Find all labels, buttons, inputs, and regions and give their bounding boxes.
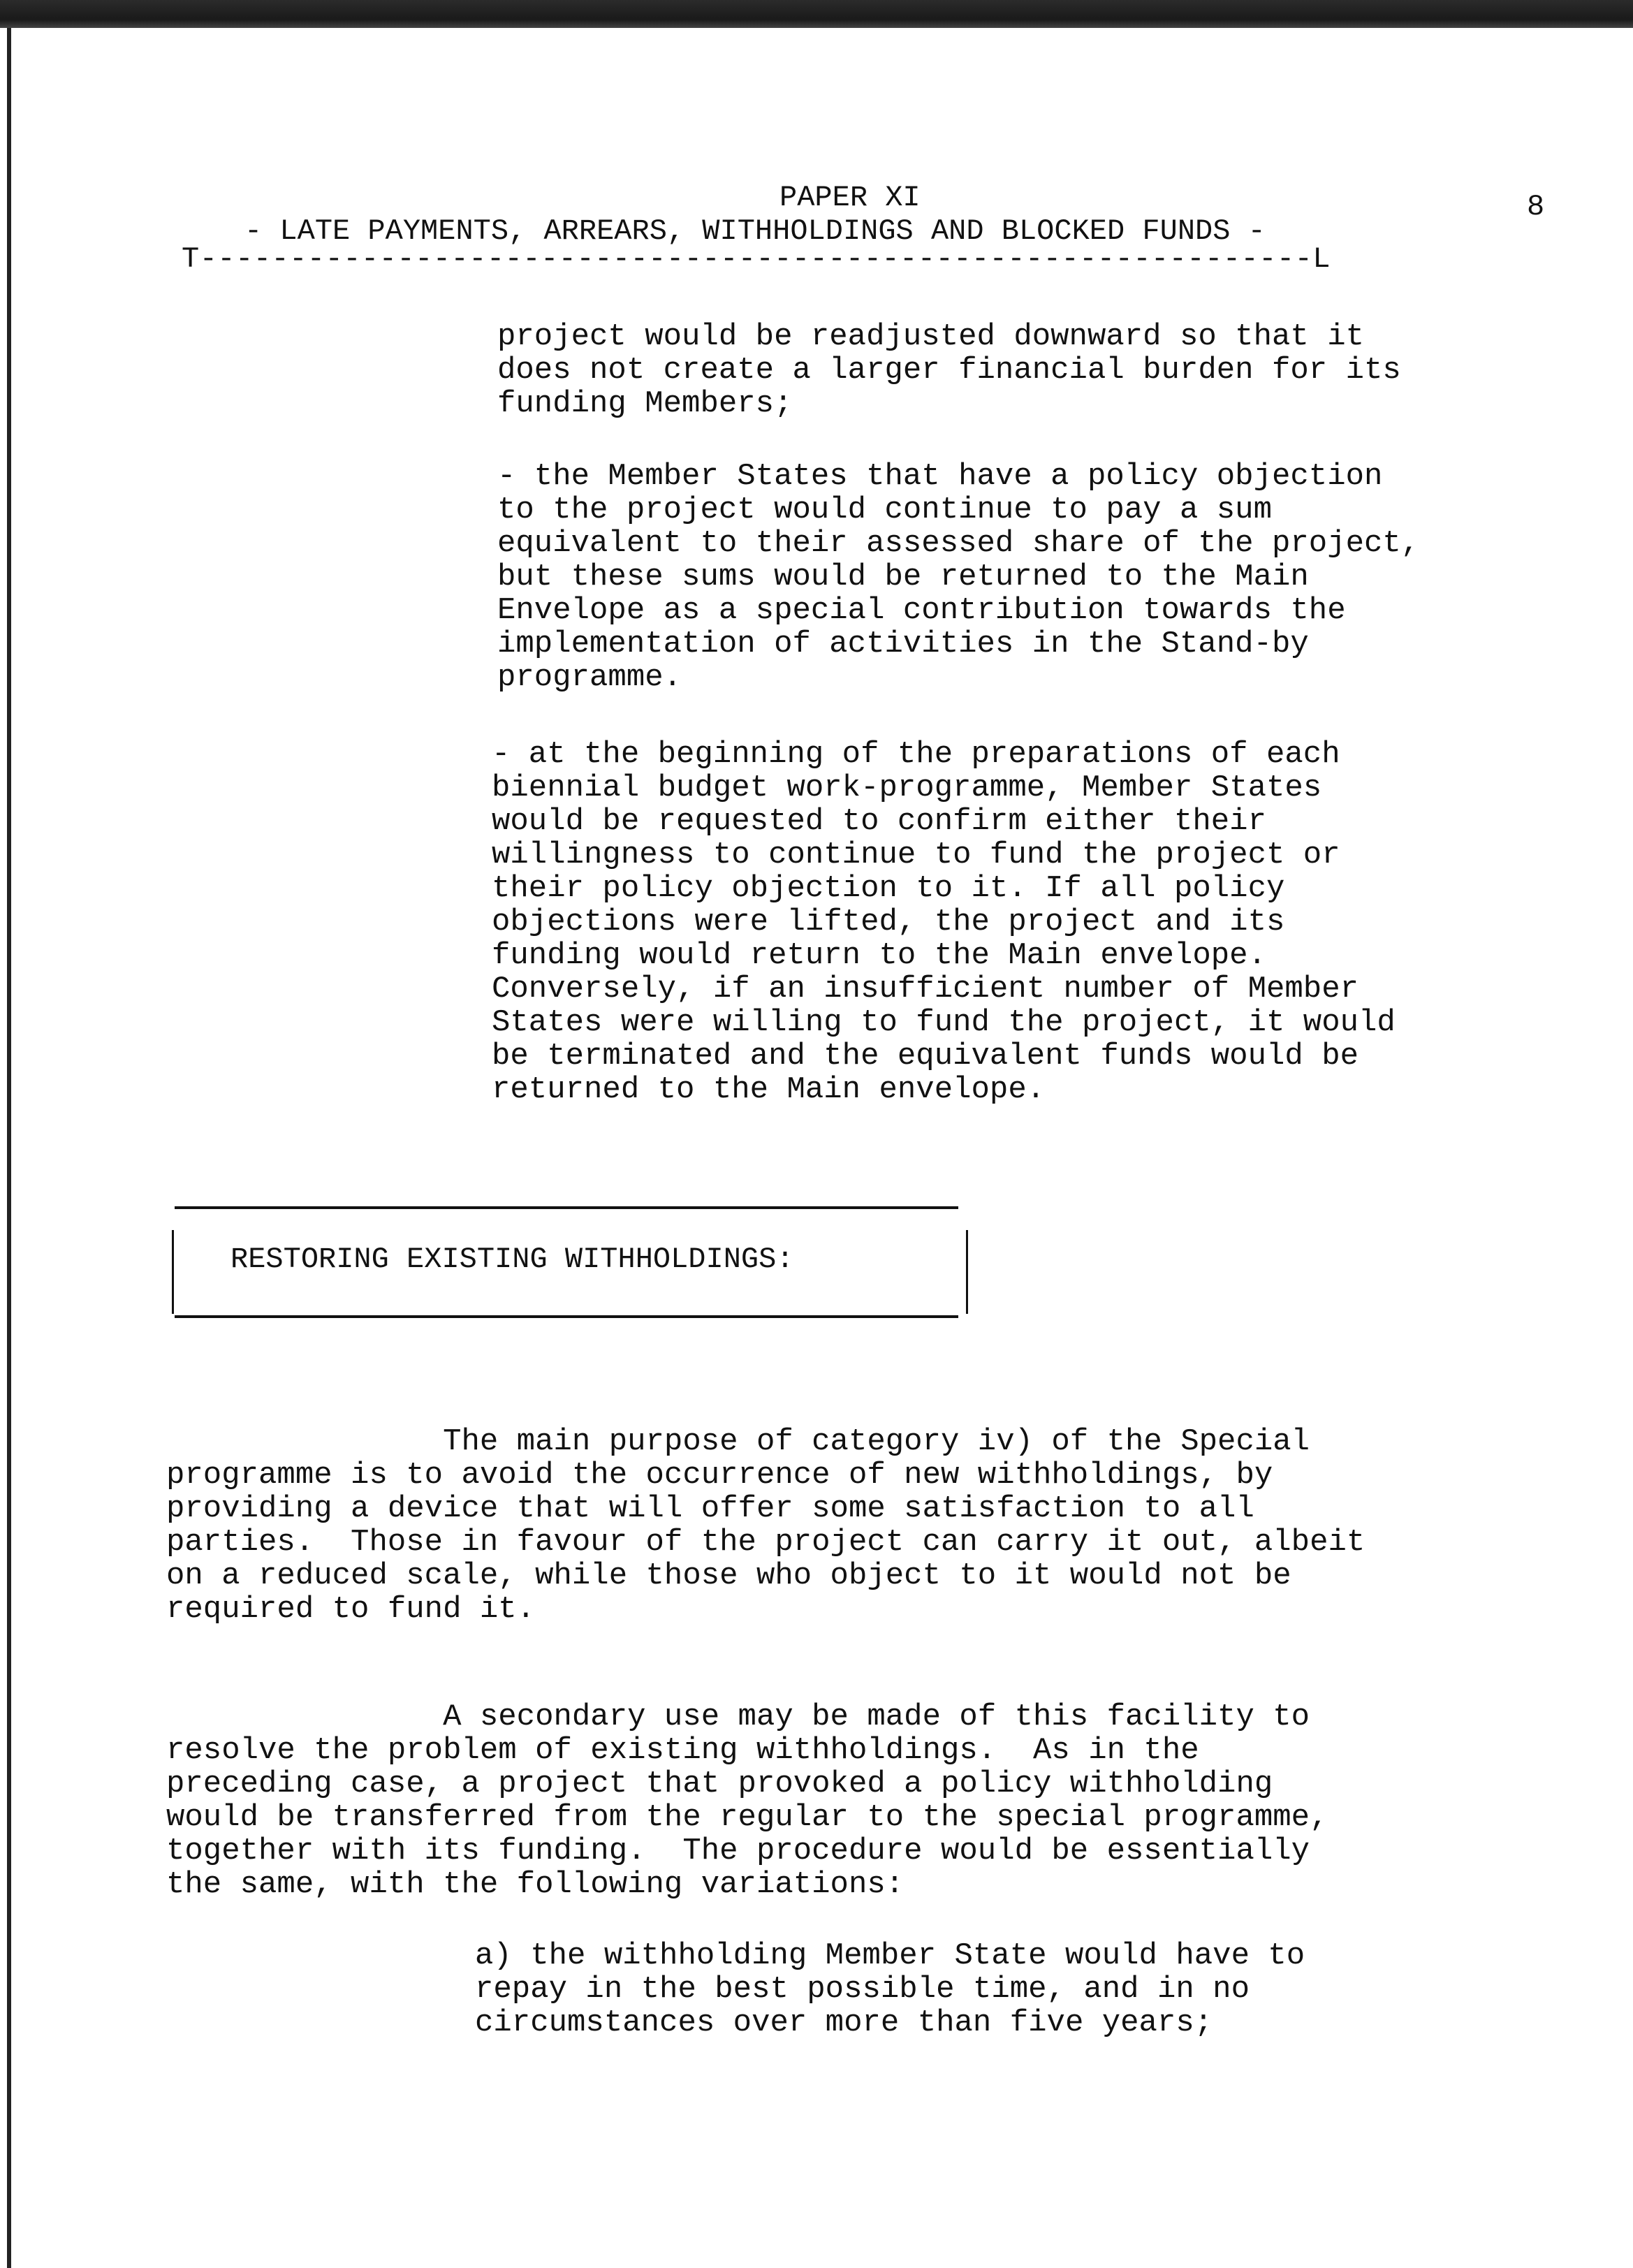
page-number: 8 — [1527, 190, 1545, 224]
list-item-a: a) the withholding Member State would have to repay in the best possible time, and in no circumstances over more than five years; — [475, 1938, 1305, 2040]
section-heading-box — [175, 1206, 958, 1318]
paragraph-main-purpose: The main purpose of category iv) of the Special programme is to avoid the occurrence of new withholdings, by providing a device that will offer some satisfaction to all parties. Those in favour of the project can carry it out, albeit on a reduced scale, while those who object to it would not be required to fund it. — [166, 1424, 1365, 1627]
section-heading: RESTORING EXISTING WITHHOLDINGS: — [230, 1243, 794, 1276]
scan-border-top — [0, 0, 1633, 28]
paragraph-continuation: project would be readjusted downward so that it does not create a larger financial burden for its funding Members; — [497, 319, 1401, 421]
scan-border-left — [7, 28, 11, 2268]
paragraph-policy-objection: - the Member States that have a policy objection to the project would continue to pay a sum equivalent to their assessed share of the project, but these sums would be returned to the Main Envelope as a special contribution towards the implementation of activities in the Stand-by programme. — [497, 459, 1420, 695]
header-rule: T--------------------------------------------------------------L — [182, 242, 1331, 276]
document-subtitle: - LATE PAYMENTS, ARREARS, WITHHOLDINGS AND BLOCKED FUNDS - — [244, 214, 1266, 248]
paper-title: PAPER XI — [779, 181, 921, 214]
paragraph-secondary-use: A secondary use may be made of this facility to resolve the problem of existing withholdings. As in the preceding case, a project that provoked a policy withholding would be transferred from the regular to the special programme, together with its funding. The procedure would be essentially the same, with the following variations: — [166, 1699, 1328, 1902]
paragraph-biennial-budget: - at the beginning of the preparations of each biennial budget work-programme, Member States would be requested to confirm either their willingness to continue to fund the project or their policy objection to it. If all policy objections were lifted, the project and its funding would return to the Main envelope. Conversely, if an insufficient number of Member States were willing to fund the project, it would be terminated and the equivalent funds would be returned to the Main envelope. — [492, 737, 1396, 1107]
